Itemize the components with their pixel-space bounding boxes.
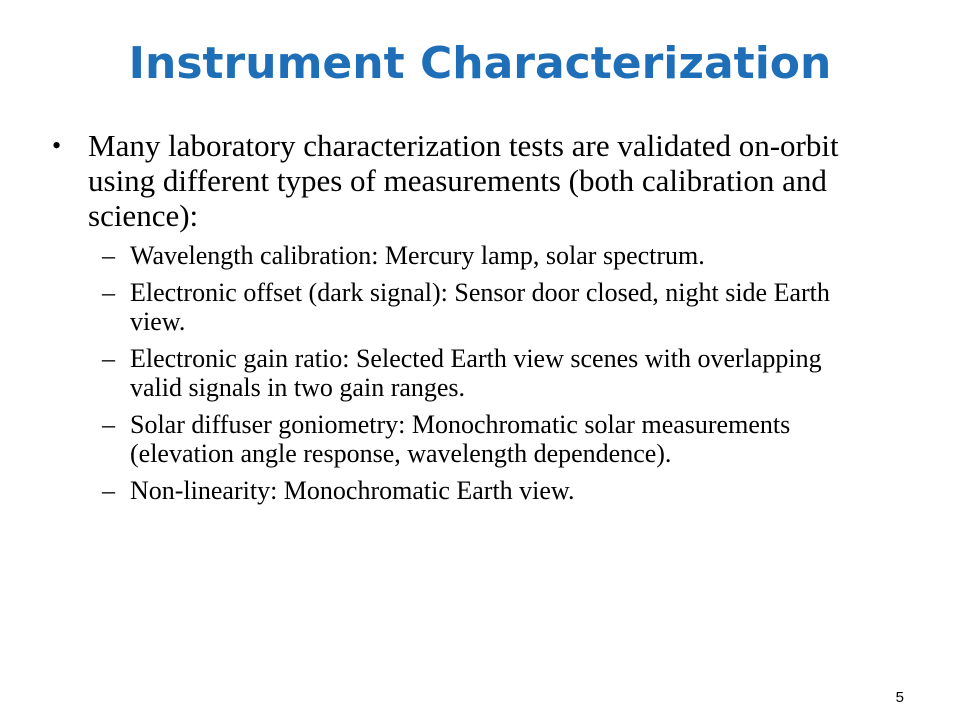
sub-bullet-item (102, 278, 872, 336)
sub-bullet-text: Electronic gain ratio: Selected Earth view scenes with overlapping valid signals in two gain ranges. (130, 344, 822, 402)
main-bullet (52, 128, 872, 233)
slide-body (52, 128, 872, 513)
sub-bullet-text: Electronic offset (dark signal): Sensor door closed, night side Earth view. (130, 278, 830, 336)
dash-icon: – (102, 476, 115, 505)
sub-bullet-item (102, 344, 872, 402)
sub-bullet-item (102, 476, 872, 505)
sub-bullet-text: Wavelength calibration: Mercury lamp, solar spectrum. (130, 241, 705, 270)
slide-title: Instrument Characterization (128, 38, 832, 89)
sub-bullet-item (102, 241, 872, 270)
page-number: 5 (895, 689, 904, 706)
sub-bullet-text: Solar diffuser goniometry: Monochromatic solar measurements (elevation angle response, wavelength dependence). (130, 410, 791, 468)
dash-icon: – (102, 410, 115, 439)
dash-icon: – (102, 344, 115, 373)
bullet-icon: • (52, 131, 62, 160)
sub-bullet-text: Non-linearity: Monochromatic Earth view. (130, 476, 575, 505)
main-bullet-text: Many laboratory characterization tests are validated on-orbit using different types of measurements (both calibration and science): (88, 128, 839, 233)
sub-bullet-item (102, 410, 872, 468)
sub-bullet-list (52, 241, 872, 505)
dash-icon: – (102, 278, 115, 307)
dash-icon: – (102, 241, 115, 270)
